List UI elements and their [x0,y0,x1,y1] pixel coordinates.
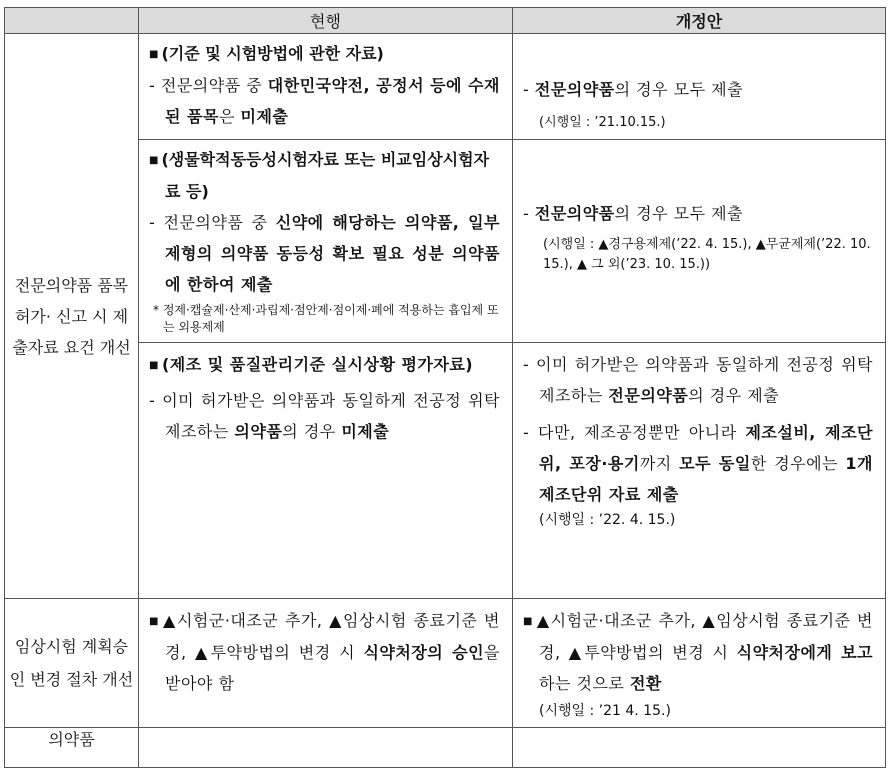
row3-revised [513,728,886,768]
row1-s3-current-item: - 이미 허가받은 의약품과 동일하게 전공정 위탁제조하는 의약품의 경우 미제출 [149,391,500,441]
row1-s1-current-head: ■ (기준 및 시험방법에 관한 자료) [149,44,384,63]
header-row [5,8,886,34]
row1-s3-current-head: ■ (제조 및 품질관리기준 실시상황 평가자료) [149,355,474,374]
row3-current [139,728,513,768]
row1-s3-revised-date: (시행일 : ’22. 4. 15.) [539,512,676,528]
row2 [5,599,886,728]
row1-s2-revised [513,140,886,343]
row1-s2-current-head: ■ (생물학적동등성시험자료 또는 비교임상시험자료 등) [149,150,490,201]
row2-current [139,599,513,728]
row2-revised-item: ■ ▲시험군·대조군 추가, ▲임상시험 종료기준 변경, ▲투약방법의 변경 시 식약처장에게 보고하는 것으로 전환 [523,611,873,693]
row2-revised [513,599,886,728]
row3 [5,728,886,768]
row1-s1-revised-date: (시행일 : ’21.10.15.) [539,115,666,130]
header-current: 현행 [139,8,513,34]
row2-revised-date: (시행일 : ’21 4. 15.) [539,703,671,719]
row1-s1-revised [513,34,886,140]
row2-current-item: ■ ▲시험군·대조군 추가, ▲임상시험 종료기준 변경, ▲투약방법의 변경 시 식약처장의 승인을 받아야 함 [149,611,501,693]
row1-s3-revised [513,343,886,599]
row1-label: 전문의약품 품목허가· 신고 시 제출자료 요건 개선 [5,34,139,599]
row1-s3-current [139,343,513,599]
row1-s1-current [139,34,513,140]
row1-s1-revised-item: - 전문의약품의 경우 모두 제출 [523,80,744,99]
row1-s2-current [139,140,513,343]
row3-label: 의약품 [5,728,139,768]
row1-s2-revised-date: (시행일 : ▲경구용제제(’22. 4. 15.), ▲무균제제(’22. 10. 15.), ▲ 그 외(’23. 10. 15.)) [543,237,871,272]
row1-section1 [5,34,886,140]
row1-s2-current-item: - 전문의약품 중 신약에 해당하는 의약품, 일부 제형의 의약품 동등성 확보 필요 성분 의약품에 한하여 제출 [149,213,500,294]
header-blank [5,8,139,34]
header-revised: 개정안 [513,8,886,34]
row1-s1-current-item: - 전문의약품 중 대한민국약전, 공정서 등에 수재된 품목은 미제출 [149,76,500,126]
row1-s3-revised-item1: - 이미 허가받은 의약품과 동일하게 전공정 위탁제조하는 전문의약품의 경우 제출 [523,355,873,405]
row1-s3-revised-item2: - 다만, 제조공정뿐만 아니라 제조설비, 제조단위, 포장·용기까지 모두 동일한 경우에는 1개 제조단위 자료 제출 [523,423,874,504]
row1-s2-revised-item: - 전문의약품의 경우 모두 제출 [523,204,744,223]
row2-label: 임상시험 계획승인 변경 절차 개선 [5,599,139,728]
row1-s2-current-note: * 정제·캡슐제·산제·과립제·점안제·점이제·폐에 적용하는 흡입제 또는 외용제제 [153,303,499,334]
comparison-table [4,7,886,768]
